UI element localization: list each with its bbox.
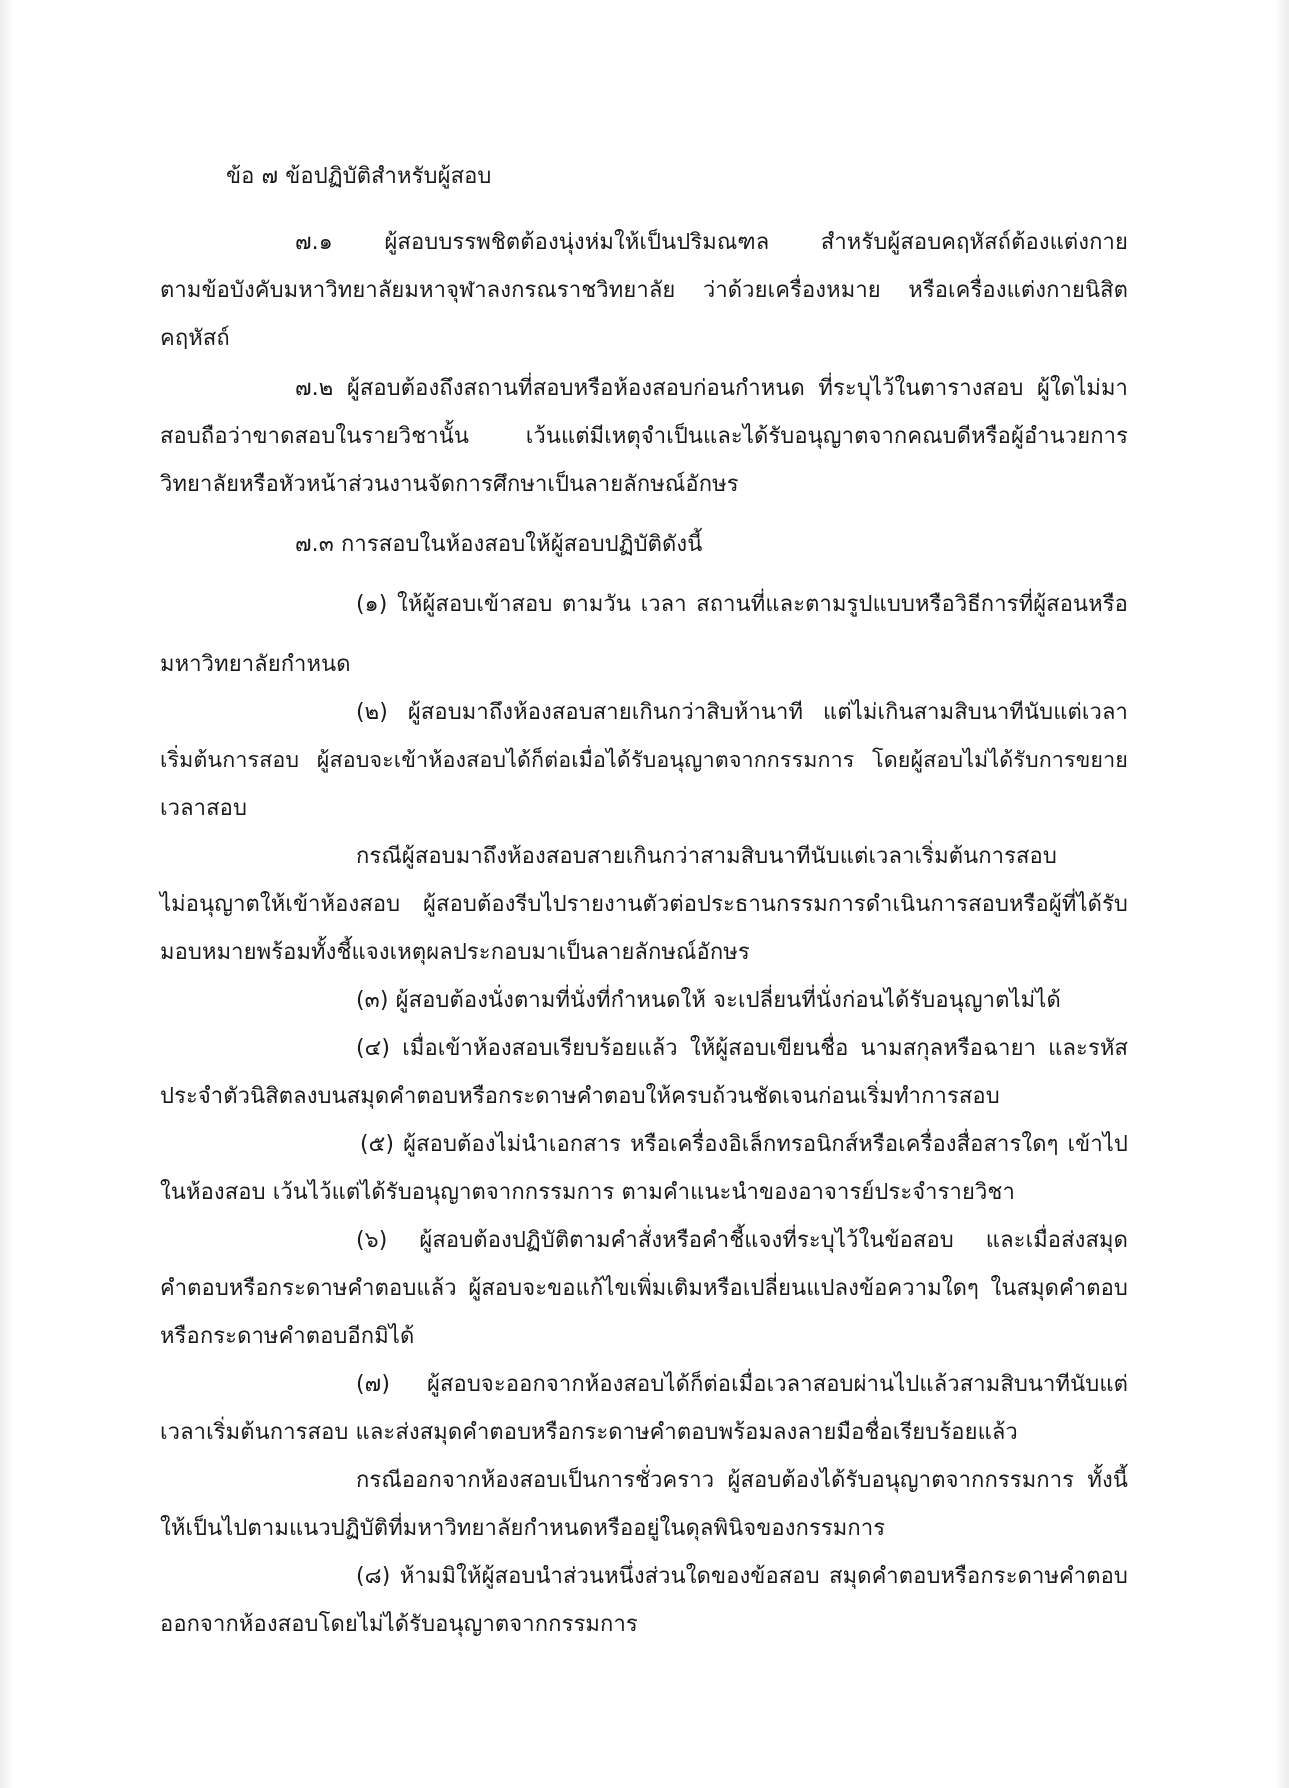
- item-2-case-line-1: กรณีผู้สอบมาถึงห้องสอบสายเกินกว่าสามสิบนาทีนับแต่เวลาเริ่มต้นการสอบ: [356, 844, 1057, 869]
- page-edge-right: [1275, 0, 1289, 1788]
- item-6-line-2: คำตอบหรือกระดาษคำตอบแล้ว ผู้สอบจะขอแก้ไขเพิ่มเติมหรือเปลี่ยนแปลงข้อความใดๆ ในสมุดคำตอบ: [160, 1276, 1128, 1301]
- item-8-line-2: ออกจากห้องสอบโดยไม่ได้รับอนุญาตจากกรรมการ: [160, 1612, 638, 1637]
- paragraph-7-3-heading: ๗.๓ การสอบในห้องสอบให้ผู้สอบปฏิบัติดังนี้: [295, 532, 703, 557]
- item-2-case-line-3: มอบหมายพร้อมทั้งชี้แจงเหตุผลประกอบมาเป็นลายลักษณ์อักษร: [160, 940, 750, 965]
- paragraph-7-2-line-3: วิทยาลัยหรือหัวหน้าส่วนงานจัดการศึกษาเป็นลายลักษณ์อักษร: [160, 472, 739, 497]
- section-heading: ข้อ ๗ ข้อปฏิบัติสำหรับผู้สอบ: [226, 164, 492, 189]
- item-6-line-1: (๖) ผู้สอบต้องปฏิบัติตามคำสั่งหรือคำชี้แจงที่ระบุไว้ในข้อสอบ และเมื่อส่งสมุด: [356, 1228, 1128, 1253]
- item-2-line-2: เริ่มต้นการสอบ ผู้สอบจะเข้าห้องสอบได้ก็ต่อเมื่อได้รับอนุญาตจากกรรมการ โดยผู้สอบไม่ได้รับการขยาย: [160, 748, 1128, 773]
- paragraph-7-1-line-3: คฤหัสถ์: [160, 326, 230, 351]
- paragraph-7-2-line-2: สอบถือว่าขาดสอบในรายวิชานั้น เว้นแต่มีเหตุจำเป็นและได้รับอนุญาตจากคณบดีหรือผู้อำนวยการ: [160, 424, 1128, 449]
- item-2-line-3: เวลาสอบ: [160, 796, 248, 821]
- paragraph-7-1-line-2: ตามข้อบังคับมหาวิทยาลัยมหาจุฬาลงกรณราชวิทยาลัย ว่าด้วยเครื่องหมาย หรือเครื่องแต่งกายนิสิต: [160, 278, 1128, 303]
- item-1-line-2: มหาวิทยาลัยกำหนด: [160, 652, 351, 677]
- item-4-line-1: (๔) เมื่อเข้าห้องสอบเรียบร้อยแล้ว ให้ผู้สอบเขียนชื่อ นามสกุลหรือฉายา และรหัส: [356, 1036, 1128, 1061]
- paragraph-7-1-line-1: ๗.๑ ผู้สอบบรรพชิตต้องนุ่งห่มให้เป็นปริมณฑล สำหรับผู้สอบคฤหัสถ์ต้องแต่งกาย: [295, 230, 1128, 255]
- paragraph-7-2-line-1: ๗.๒ ผู้สอบต้องถึงสถานที่สอบหรือห้องสอบก่อนกำหนด ที่ระบุไว้ในตารางสอบ ผู้ใดไม่มา: [295, 376, 1128, 401]
- item-7-case-line-2: ให้เป็นไปตามแนวปฏิบัติที่มหาวิทยาลัยกำหนดหรืออยู่ในดุลพินิจของกรรมการ: [160, 1516, 886, 1541]
- item-6-line-3: หรือกระดาษคำตอบอีกมิได้: [160, 1324, 415, 1349]
- item-2-case-line-2: ไม่อนุญาตให้เข้าห้องสอบ ผู้สอบต้องรีบไปรายงานตัวต่อประธานกรรมการดำเนินการสอบหรือผู้ที่ได้รับ: [160, 892, 1128, 917]
- item-8-line-1: (๘) ห้ามมิให้ผู้สอบนำส่วนหนึ่งส่วนใดของข้อสอบ สมุดคำตอบหรือกระดาษคำตอบ: [356, 1564, 1128, 1589]
- item-1-line-1: (๑) ให้ผู้สอบเข้าสอบ ตามวัน เวลา สถานที่และตามรูปแบบหรือวิธีการที่ผู้สอนหรือ: [356, 592, 1128, 617]
- item-3-line-1: (๓) ผู้สอบต้องนั่งตามที่นั่งที่กำหนดให้ จะเปลี่ยนที่นั่งก่อนได้รับอนุญาตไม่ได้: [356, 988, 1061, 1013]
- item-7-line-1: (๗) ผู้สอบจะออกจากห้องสอบได้ก็ต่อเมื่อเวลาสอบผ่านไปแล้วสามสิบนาทีนับแต่: [356, 1372, 1128, 1397]
- item-7-line-2: เวลาเริ่มต้นการสอบ และส่งสมุดคำตอบหรือกระดาษคำตอบพร้อมลงลายมือชื่อเรียบร้อยแล้ว: [160, 1420, 1018, 1445]
- item-7-case-line-1: กรณีออกจากห้องสอบเป็นการชั่วคราว ผู้สอบต้องได้รับอนุญาตจากกรรมการ ทั้งนี้: [356, 1468, 1128, 1493]
- item-2-line-1: (๒) ผู้สอบมาถึงห้องสอบสายเกินกว่าสิบห้านาที แต่ไม่เกินสามสิบนาทีนับแต่เวลา: [356, 700, 1128, 725]
- item-4-line-2: ประจำตัวนิสิตลงบนสมุดคำตอบหรือกระดาษคำตอบให้ครบถ้วนชัดเจนก่อนเริ่มทำการสอบ: [160, 1084, 1000, 1109]
- item-5-line-2: ในห้องสอบ เว้นไว้แต่ได้รับอนุญาตจากกรรมการ ตามคำแนะนำของอาจารย์ประจำรายวิชา: [160, 1180, 1015, 1205]
- page-edge-left: [0, 0, 14, 1788]
- item-5-line-1: (๕) ผู้สอบต้องไม่นำเอกสาร หรือเครื่องอิเล็กทรอนิกส์หรือเครื่องสื่อสารใดๆ เข้าไป: [360, 1132, 1128, 1157]
